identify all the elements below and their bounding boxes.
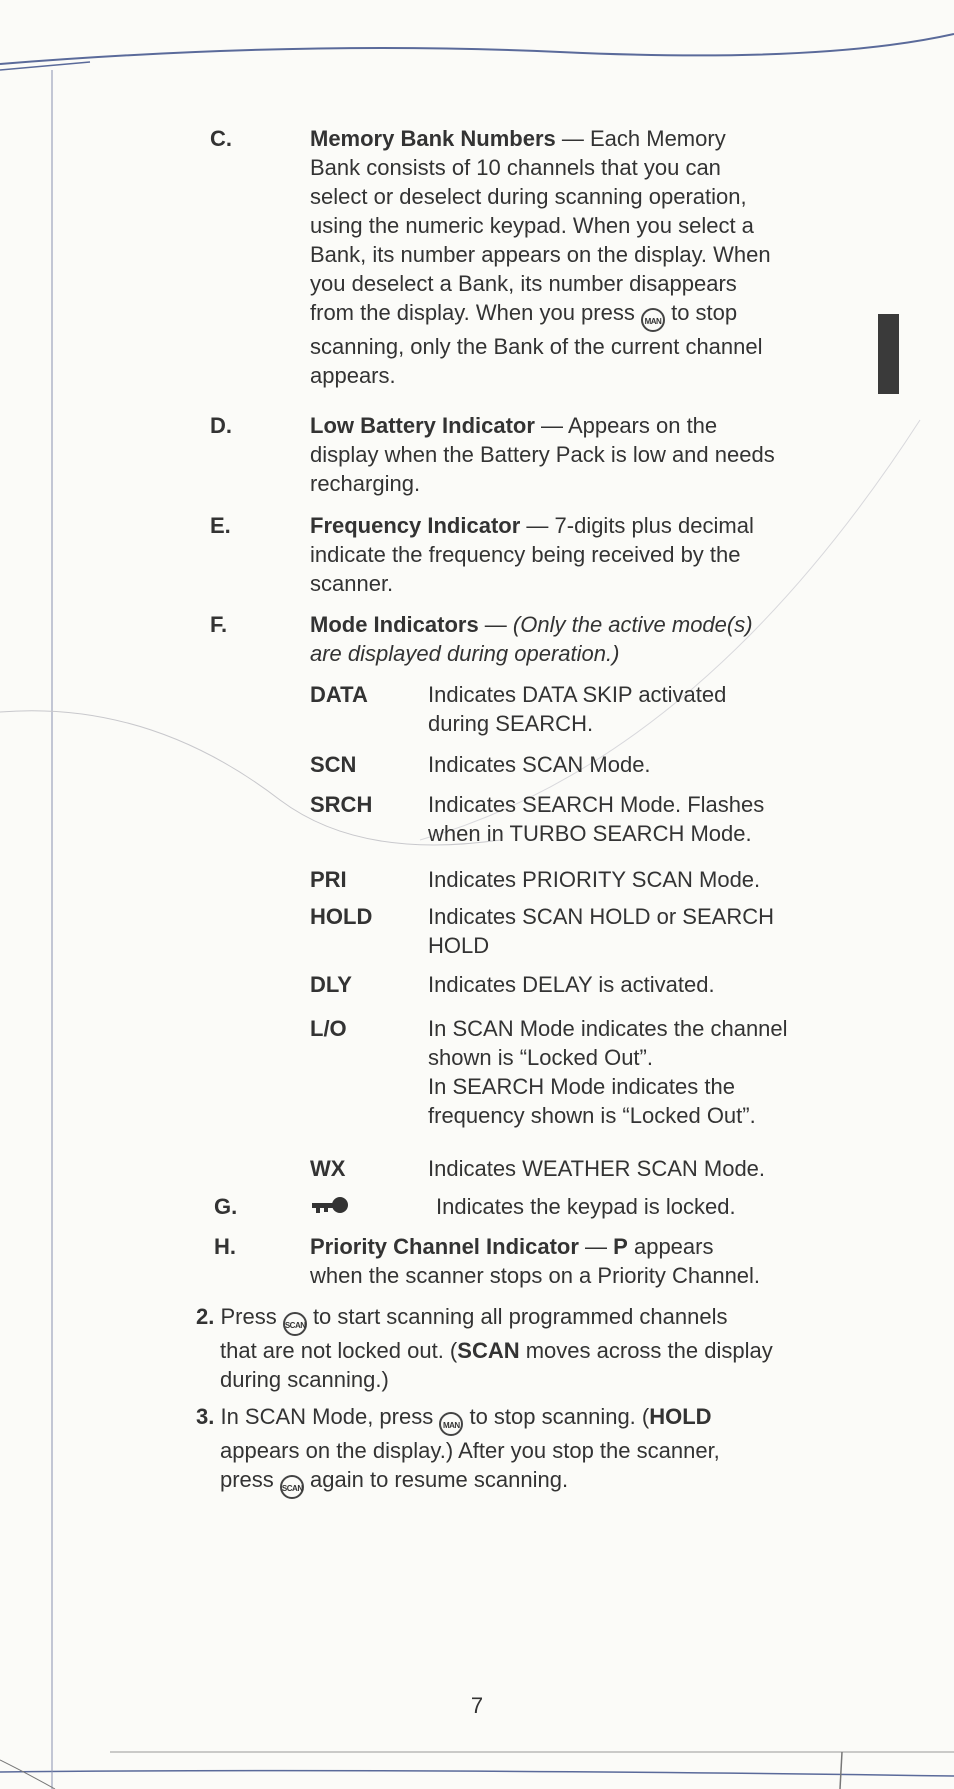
mode-item-wx bbox=[310, 1154, 850, 1183]
step-text: Press bbox=[214, 1304, 283, 1329]
mode-item-srch bbox=[310, 790, 850, 848]
entry-line: Bank consists of 10 channels that you can bbox=[310, 155, 721, 180]
mode-desc: Indicates SCAN Mode. bbox=[428, 752, 651, 777]
entry-dash: — bbox=[578, 1234, 614, 1259]
entry-line: display when the Battery Pack is low and needs bbox=[310, 442, 775, 467]
entry-letter: C. bbox=[210, 126, 232, 151]
entry-line: select or deselect during scanning operation, bbox=[310, 184, 747, 209]
priority-letter: P bbox=[613, 1234, 628, 1259]
entry-frequency-indicator bbox=[210, 511, 850, 598]
mode-desc: Indicates PRIORITY SCAN Mode. bbox=[428, 867, 761, 892]
step-3 bbox=[196, 1402, 856, 1499]
entry-line: Appears on the bbox=[567, 413, 718, 438]
entry-title: Memory Bank Numbers bbox=[310, 126, 556, 151]
mode-desc: Indicates WEATHER SCAN Mode. bbox=[428, 1156, 766, 1181]
entry-dash: — bbox=[478, 612, 513, 637]
step-text: during scanning.) bbox=[220, 1367, 389, 1392]
mode-desc: shown is “Locked Out”. bbox=[428, 1045, 653, 1070]
step-number: 2. bbox=[196, 1304, 215, 1329]
step-text: again to resume scanning. bbox=[303, 1467, 569, 1492]
entry-keypad-lock bbox=[214, 1192, 854, 1221]
scan-button-icon: SCAN bbox=[283, 1312, 307, 1336]
entry-dash: — bbox=[520, 513, 555, 538]
mode-code: SCN bbox=[310, 752, 357, 777]
step-text-bold: HOLD bbox=[649, 1404, 712, 1429]
entry-line: from the display. When you press bbox=[310, 300, 641, 325]
entry-title: Priority Channel Indicator bbox=[310, 1234, 579, 1259]
key-icon bbox=[310, 1194, 354, 1218]
step-text: press bbox=[220, 1467, 280, 1492]
entry-line: scanner. bbox=[310, 571, 394, 596]
entry-title: Low Battery Indicator bbox=[310, 413, 535, 438]
mode-desc: when in TURBO SEARCH Mode. bbox=[428, 821, 752, 846]
step-text: In SCAN Mode, press bbox=[214, 1404, 440, 1429]
mode-desc: Indicates DELAY is activated. bbox=[428, 972, 715, 997]
entry-title: Frequency Indicator bbox=[310, 513, 521, 538]
mode-desc: In SCAN Mode indicates the channel bbox=[428, 1016, 788, 1041]
mode-code: PRI bbox=[310, 867, 347, 892]
entry-line: are displayed during operation.) bbox=[310, 641, 620, 666]
entry-line: when the scanner stops on a Priority Channel. bbox=[310, 1263, 761, 1288]
step-text: appears on the display.) After you stop the scanner, bbox=[220, 1438, 720, 1463]
entry-letter: G. bbox=[214, 1194, 238, 1219]
entry-line: to stop bbox=[664, 300, 738, 325]
entry-line: (Only the active mode(s) bbox=[512, 612, 753, 637]
mode-desc: In SEARCH Mode indicates the bbox=[428, 1074, 735, 1099]
entry-mode-indicators bbox=[210, 610, 850, 668]
step-text-bold: SCAN bbox=[457, 1338, 520, 1363]
mode-code: L/O bbox=[310, 1016, 347, 1041]
entry-memory-bank-numbers bbox=[210, 124, 850, 390]
entry-letter: D. bbox=[210, 413, 232, 438]
mode-code: SRCH bbox=[310, 792, 373, 817]
entry-line: you deselect a Bank, its number disappears bbox=[310, 271, 737, 296]
step-text: to stop scanning. ( bbox=[463, 1404, 650, 1429]
mode-desc: frequency shown is “Locked Out”. bbox=[428, 1103, 756, 1128]
entry-priority-channel-indicator bbox=[214, 1232, 854, 1290]
entry-line: recharging. bbox=[310, 471, 421, 496]
mode-item-pri bbox=[310, 865, 850, 894]
entry-letter: F. bbox=[210, 612, 228, 637]
scan-button-icon: SCAN bbox=[280, 1475, 304, 1499]
entry-line: Each Memory bbox=[589, 126, 726, 151]
mode-code: DLY bbox=[310, 972, 352, 997]
mode-desc: Indicates SEARCH Mode. Flashes bbox=[428, 792, 765, 817]
mode-desc: Indicates SCAN HOLD or SEARCH bbox=[428, 904, 774, 929]
entry-line: Indicates the keypad is locked. bbox=[436, 1194, 736, 1219]
mode-desc: during SEARCH. bbox=[428, 711, 594, 736]
entry-letter: E. bbox=[210, 513, 231, 538]
man-button-icon: MAN bbox=[439, 1412, 463, 1436]
step-text: moves across the display bbox=[519, 1338, 773, 1363]
page-number: 7 bbox=[470, 1693, 484, 1718]
entry-line: using the numeric keypad. When you select a bbox=[310, 213, 754, 238]
step-2 bbox=[196, 1302, 856, 1394]
mode-item-dly bbox=[310, 970, 850, 999]
entry-line: indicate the frequency being received by the bbox=[310, 542, 741, 567]
man-button-icon: MAN bbox=[641, 308, 665, 332]
entry-line: appears. bbox=[310, 363, 396, 388]
mode-item-data bbox=[310, 680, 850, 738]
entry-line: 7-digits plus decimal bbox=[554, 513, 754, 538]
mode-code: HOLD bbox=[310, 904, 373, 929]
mode-code: DATA bbox=[310, 682, 368, 707]
mode-item-hold bbox=[310, 902, 850, 960]
entry-dash: — bbox=[534, 413, 568, 438]
mode-desc: Indicates DATA SKIP activated bbox=[428, 682, 727, 707]
entry-title: Mode Indicators bbox=[310, 612, 479, 637]
entry-line: appears bbox=[627, 1234, 714, 1259]
step-text: to start scanning all programmed channels bbox=[306, 1304, 728, 1329]
mode-desc: HOLD bbox=[428, 933, 490, 958]
entry-dash: — bbox=[555, 126, 590, 151]
mode-item-scn bbox=[310, 750, 850, 779]
entry-low-battery-indicator bbox=[210, 411, 850, 498]
step-text: that are not locked out. ( bbox=[220, 1338, 458, 1363]
step-number: 3. bbox=[196, 1404, 215, 1429]
entry-line: Bank, its number appears on the display. When bbox=[310, 242, 771, 267]
entry-letter: H. bbox=[214, 1234, 236, 1259]
mode-item-lo bbox=[310, 1014, 850, 1130]
mode-code: WX bbox=[310, 1156, 346, 1181]
entry-line: scanning, only the Bank of the current channel bbox=[310, 334, 763, 359]
